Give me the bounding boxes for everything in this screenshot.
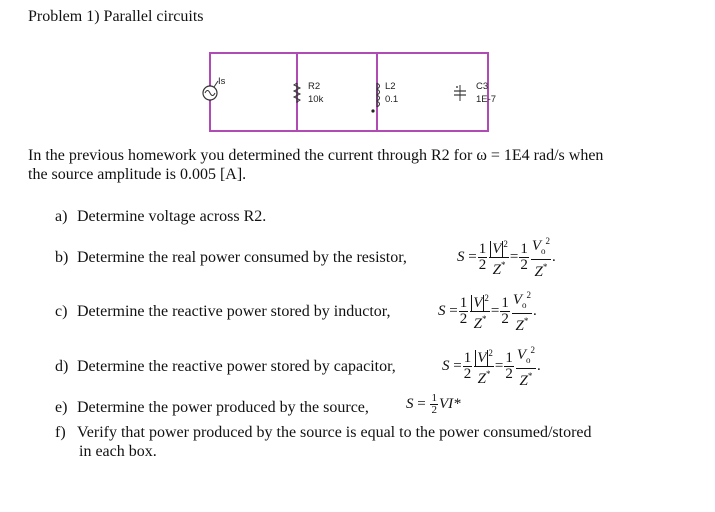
formula-e: S = $\frac{1}{2}$ VI*: [406, 392, 461, 416]
intro-line-2: the source amplitude is 0.005 [A].: [28, 166, 247, 183]
item-f-label: f): [55, 424, 66, 441]
item-c-text: Determine the reactive power stored by inductor,: [77, 303, 391, 320]
item-d: [55, 357, 396, 377]
resistor-name: R2: [308, 81, 321, 92]
inductor-value: 0.1: [385, 94, 399, 105]
formula-b-frac-vz: $\frac{V ^2}{Z^*}$: [489, 237, 509, 278]
formula-e-expr: VI*: [438, 396, 461, 412]
formula-b-frac-voz: $\frac{V_o^2}{Z^*}$: [531, 236, 551, 280]
formula-c: S = $\frac{1}{2}$ $\frac{V ^2}{Z^*}$ = $\frac{1}{2}$ $\frac{V_o^2}{Z^*}$ .: [438, 290, 537, 334]
item-f-text-line-2: in each box.: [79, 443, 157, 460]
inductor-name: L2: [385, 81, 396, 92]
item-a: [55, 207, 266, 227]
source-label: Is: [218, 76, 226, 87]
item-d-text: Determine the reactive power stored by capacitor,: [77, 358, 396, 375]
item-e: [55, 398, 369, 418]
formula-d: S = $\frac{1}{2}$ $\frac{V ^2}{Z^*}$ = $\frac{1}{2}$ $\frac{V_o^2}{Z^*}$ .: [442, 345, 541, 389]
item-c: [55, 302, 390, 322]
item-e-text: Determine the power produced by the source,: [77, 399, 369, 416]
problem-title: Problem 1) Parallel circuits: [28, 8, 204, 25]
formula-b-s: S: [457, 248, 465, 265]
item-a-label: a): [55, 208, 68, 225]
circuit-diagram: [190, 45, 510, 140]
formula-b: S = $\frac{1}{2}$ $\frac{V ^2}{Z^*}$ = $\frac{1}{2}$ $\frac{V_o^2}{Z^*}$ .: [457, 236, 556, 280]
item-b-text: Determine the real power consumed by the resistor,: [77, 249, 407, 266]
item-a-text: Determine voltage across R2.: [77, 208, 267, 225]
item-f-text: Verify that power produced by the source is equal to the power consumed/stored: [77, 424, 592, 441]
formula-b-frac-half-2: $\frac{1}{2}$: [520, 240, 528, 273]
item-b-label: b): [55, 249, 69, 266]
intro-line-1: In the previous homework you determined the current through R2 for ω = 1E4 rad/s when: [28, 147, 604, 164]
item-c-label: c): [55, 303, 68, 320]
circuit-outer-box: [210, 53, 488, 131]
formula-b-frac-half: $\frac{1}{2}$: [478, 240, 487, 273]
capacitor-name: C3: [476, 81, 489, 92]
item-b: [55, 248, 407, 268]
capacitor-value: 1E-7: [476, 94, 497, 105]
item-f: [55, 423, 592, 443]
resistor-value: 10k: [308, 94, 324, 105]
item-d-label: d): [55, 358, 69, 375]
item-e-label: e): [55, 399, 68, 416]
inductor-dot: [371, 109, 374, 112]
